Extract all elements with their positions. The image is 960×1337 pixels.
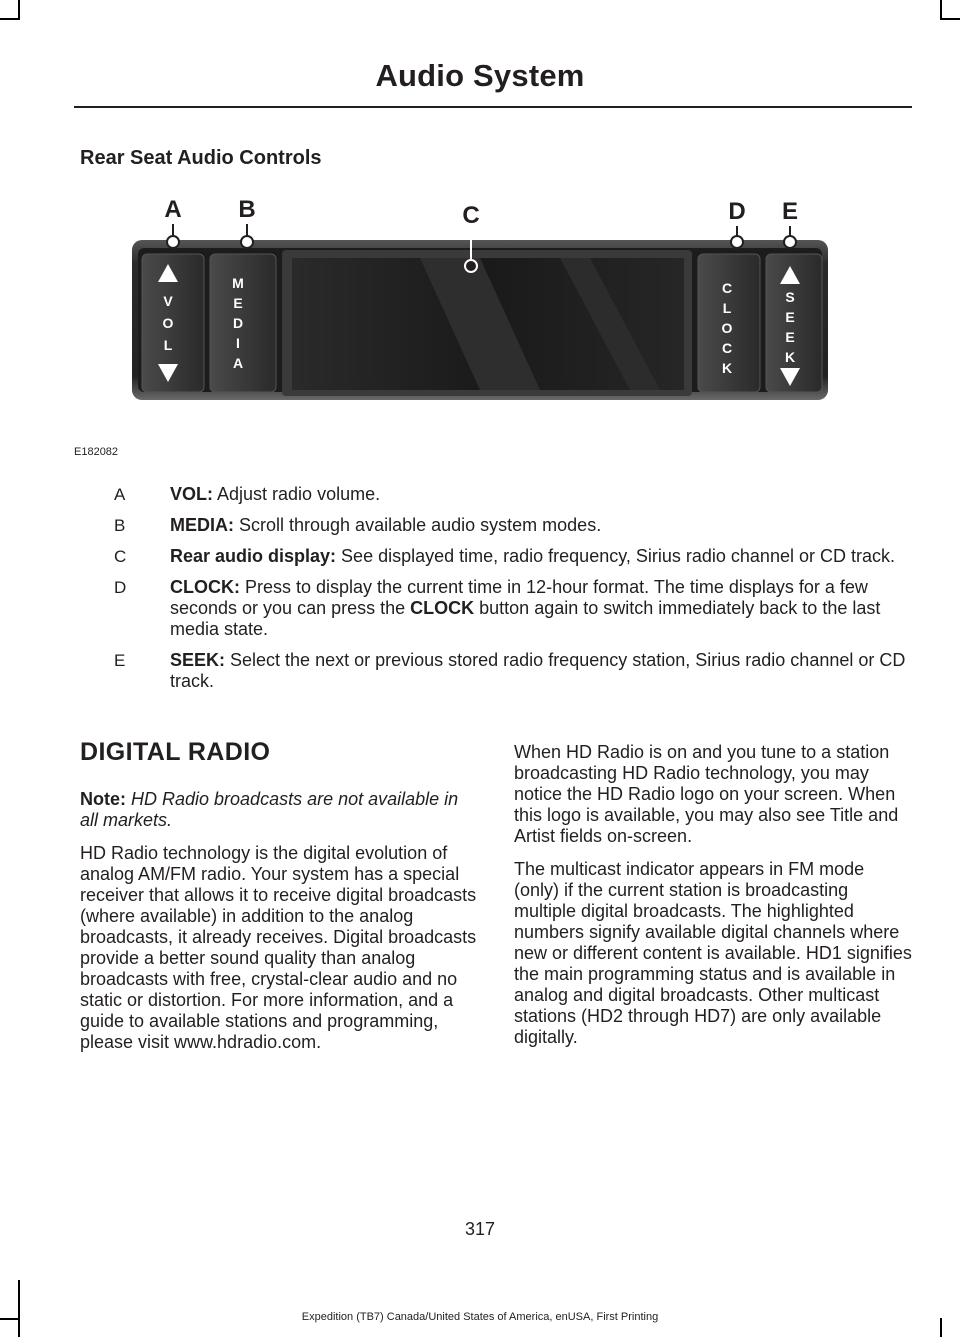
media-button-letter: D	[232, 315, 244, 331]
callout-c-label: C	[462, 202, 480, 229]
callout-e	[782, 198, 798, 248]
item-text: Select the next or previous stored radio frequency station, Sirius radio channel or CD track.	[170, 650, 906, 691]
callout-d-label: D	[728, 198, 746, 225]
item-text: Adjust radio volume.	[213, 484, 381, 504]
list-item	[114, 650, 914, 692]
item-text: button again to switch immediately back to the last media state.	[170, 598, 881, 639]
list-item	[114, 546, 914, 567]
rear-seat-audio-controls-illustration	[120, 190, 860, 430]
vol-button[interactable]	[142, 254, 204, 392]
item-letter: A	[114, 485, 126, 504]
callout-b	[238, 196, 255, 248]
media-button-letter: I	[236, 335, 240, 351]
vol-button-letter: V	[163, 293, 173, 309]
item-term: MEDIA:	[170, 515, 234, 535]
item-letter: D	[114, 578, 127, 597]
clock-button-letter: C	[721, 280, 733, 296]
list-item	[114, 515, 914, 536]
seek-button-letter: S	[785, 289, 795, 305]
note	[80, 789, 480, 831]
clock-button-letter: O	[721, 320, 733, 336]
list-item	[114, 577, 914, 640]
left-column	[80, 738, 480, 1065]
clock-button[interactable]	[698, 254, 760, 392]
crop-mark-top-left-v	[18, 0, 20, 20]
header-rule	[74, 106, 912, 108]
media-button-letter: M	[232, 275, 244, 291]
list-item	[114, 484, 914, 505]
crop-mark-top-left-h	[0, 18, 20, 20]
section-title: Rear Seat Audio Controls	[80, 147, 322, 169]
item-letter: B	[114, 516, 126, 535]
clock-button-letter: L	[722, 300, 732, 316]
paragraph: When HD Radio is on and you tune to a station broadcasting HD Radio technology, you may notice the HD Radio logo on your screen. When this logo is available, you may also see Title and Artist fields on-screen.	[514, 742, 899, 846]
page-number: 317	[464, 1219, 496, 1239]
item-term: SEEK:	[170, 650, 226, 670]
media-button-letter: A	[232, 355, 244, 371]
crop-mark-top-right-h	[940, 18, 960, 20]
paragraph: The multicast indicator appears in FM mode (only) if the current station is broadcasting multiple digital broadcasts. The highlighted numbers signify available digital channels where new or different content is available. HD1 signifies the main programming status and is available in analog and digital broadcasts. Other multicast stations (HD2 through HD7) are only available digitally.	[514, 859, 912, 1047]
clock-button-letter: C	[721, 340, 733, 356]
rear-audio-display	[282, 250, 692, 396]
paragraph: HD Radio technology is the digital evolution of analog AM/FM radio. Your system has a special receiver that allows it to receive digital broadcasts (where available) in addition to the analog broadcasts, it already receives. Digital broadcasts provide a better sound quality than analog broadcasts with free, crystal-clear audio and no static or distortion. For more information, and a guide to available stations and programming, please visit www.hdradio.com.	[80, 843, 477, 1052]
right-column	[514, 742, 914, 1060]
item-text: See displayed time, radio frequency, Sirius radio channel or CD track.	[336, 546, 895, 566]
digital-radio-heading: DIGITAL RADIO	[80, 738, 271, 766]
page-header-title: Audio System	[375, 58, 585, 93]
seek-button-letter: K	[784, 349, 796, 365]
note-label: Note:	[80, 789, 126, 809]
crop-mark-bottom-left-v	[18, 1280, 20, 1337]
callout-b-label: B	[238, 196, 256, 223]
vol-button-letter: L	[163, 337, 173, 353]
media-button[interactable]	[210, 254, 276, 392]
crop-mark-top-right-v	[940, 0, 942, 20]
item-term: Rear audio display:	[170, 546, 337, 566]
clock-button-letter: K	[721, 360, 733, 376]
seek-button-letter: E	[785, 329, 795, 345]
item-letter: C	[114, 547, 127, 566]
item-letter: E	[114, 651, 126, 670]
control-descriptions-list	[114, 484, 914, 702]
callout-a	[164, 196, 181, 248]
vol-button-letter: O	[162, 315, 174, 331]
item-term-inline: CLOCK	[410, 598, 475, 618]
note-text: HD Radio broadcasts are not available in all markets.	[80, 789, 459, 830]
callout-a-label: A	[164, 196, 182, 223]
item-term: VOL:	[170, 484, 213, 504]
item-text: Scroll through available audio system modes.	[234, 515, 602, 535]
callout-d	[728, 198, 745, 248]
figure-code: E182082	[74, 446, 119, 458]
seek-button-letter: E	[785, 309, 795, 325]
item-text: Press to display the current time in 12-hour format. The time displays for a few seconds or you can press the	[170, 577, 868, 618]
item-term: CLOCK:	[170, 577, 240, 597]
callout-e-label: E	[781, 198, 799, 225]
seek-button[interactable]	[766, 254, 822, 392]
media-button-letter: E	[233, 295, 243, 311]
footer-text: Expedition (TB7) Canada/United States of America, enUSA, First Printing	[301, 1311, 659, 1323]
